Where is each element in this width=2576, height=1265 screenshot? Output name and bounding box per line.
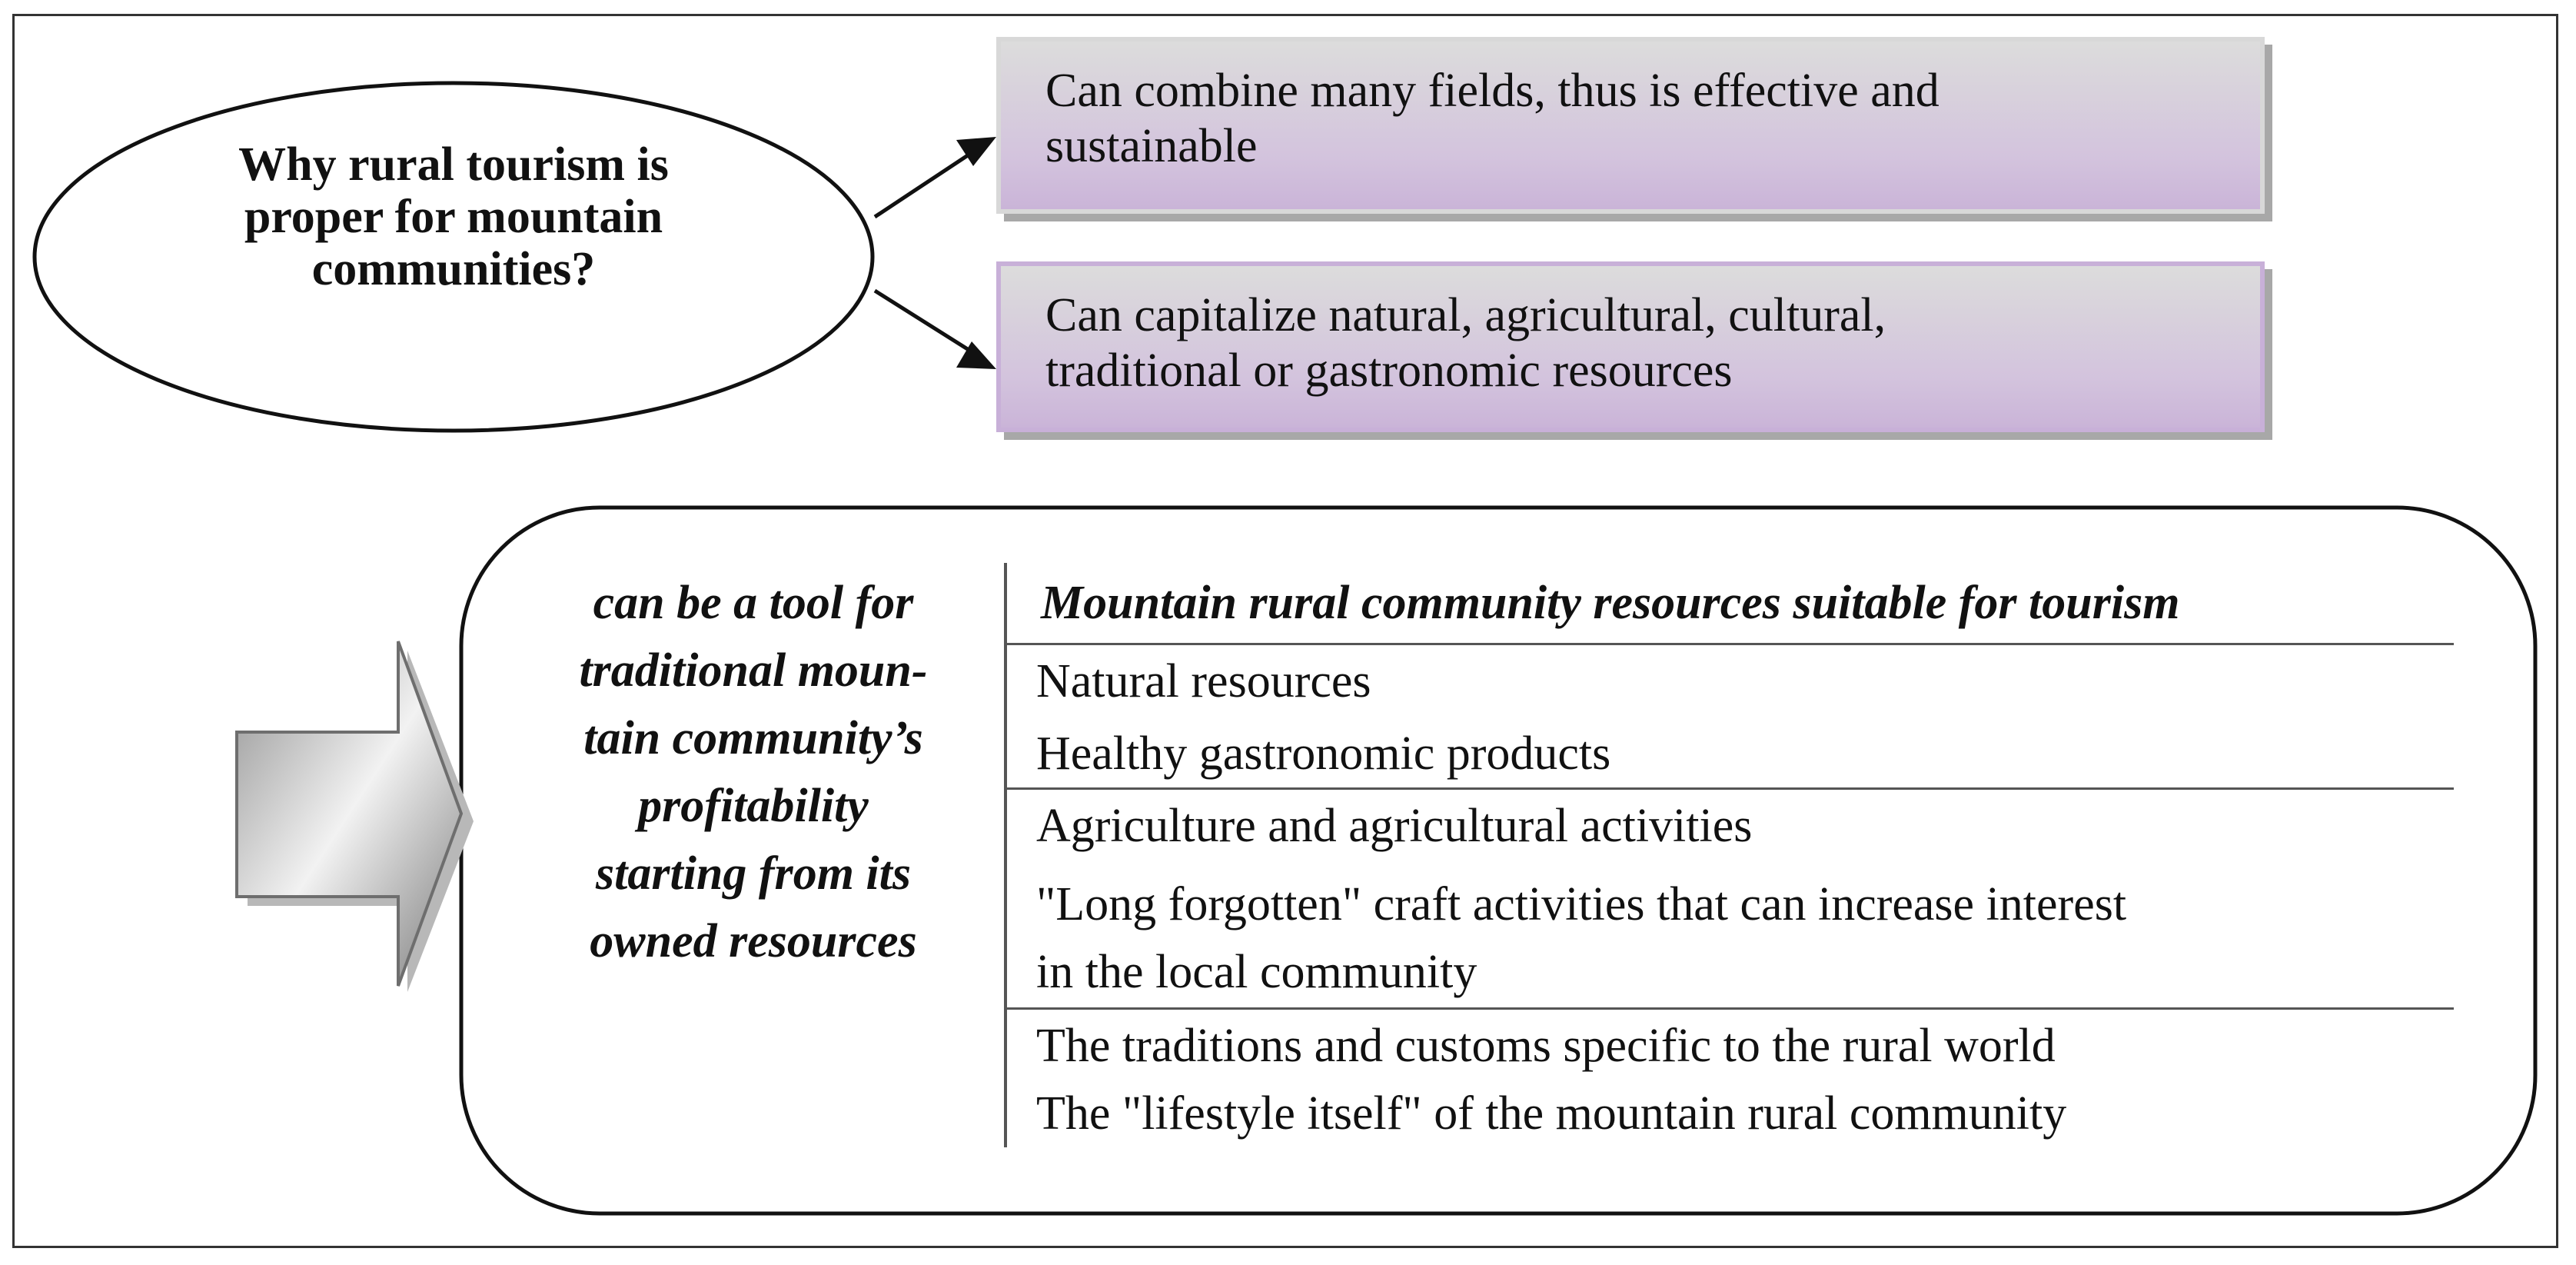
table-header: Mountain rural community resources suitable for tourism [1041, 577, 2180, 629]
tool-line: traditional moun- [579, 644, 928, 697]
table-row: in the local community [1036, 946, 1477, 998]
table-row: Natural resources [1036, 655, 1371, 707]
table-divider [1007, 1007, 2454, 1010]
table-divider [1007, 787, 2454, 790]
answer-line: sustainable [1045, 120, 1258, 172]
answer-line: Can combine many fields, thus is effective and [1045, 65, 1939, 117]
table-row: "Long forgotten" craft activities that can increase interest [1036, 878, 2127, 930]
arrowhead-top [956, 137, 996, 166]
table-row: The "lifestyle itself" of the mountain rural community [1036, 1087, 2067, 1140]
connector-arrow-bottom [875, 291, 972, 352]
table-row: The traditions and customs specific to the rural world [1036, 1020, 2056, 1072]
table-divider-vertical [1004, 563, 1007, 1147]
answer-box-capitalize [996, 261, 2265, 432]
tool-statement [515, 569, 992, 975]
question-line: Why rural tourism is [238, 138, 669, 191]
table-divider [1007, 643, 2454, 645]
question-text [138, 138, 769, 295]
tool-line: tain community’s [583, 712, 923, 764]
connector-arrow-top [875, 152, 972, 217]
answer-box-combine [996, 37, 2265, 214]
table-row: Agriculture and agricultural activities [1036, 800, 1753, 852]
answer-line: traditional or gastronomic resources [1045, 345, 1733, 397]
tool-line: can be a tool for [593, 577, 914, 629]
tool-line: starting from its [596, 847, 911, 900]
table-row: Healthy gastronomic products [1036, 727, 1611, 780]
question-line: communities? [311, 243, 596, 295]
answer-line: Can capitalize natural, agricultural, cultural, [1045, 289, 1886, 341]
tool-line: profitability [638, 780, 869, 832]
tool-line: owned resources [590, 915, 917, 967]
question-line: proper for mountain [244, 191, 663, 243]
